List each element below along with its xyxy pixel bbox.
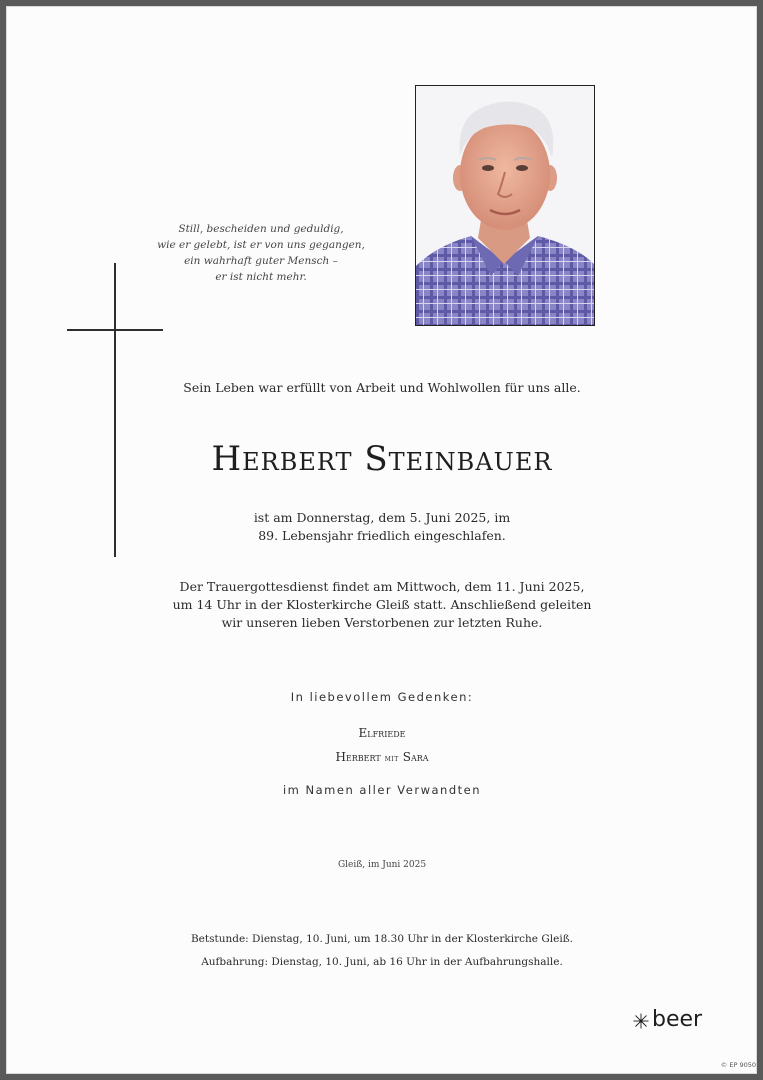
memory-heading: In liebevollem Gedenken: [290, 690, 474, 704]
mourner-separator: mit [384, 754, 399, 763]
cross-horizontal-bar [67, 329, 163, 331]
mourner-name: Sara [402, 750, 429, 764]
relatives-line: im Namen aller Verwandten [282, 783, 481, 797]
death-notice-line: 89. Lebensjahr friedlich eingeschlafen. [258, 528, 506, 543]
mourner-names [156, 750, 608, 764]
poem [136, 221, 386, 285]
obituary-page [6, 6, 757, 1074]
dandelion-icon [632, 1012, 650, 1030]
logo-wordmark: beer [652, 1007, 703, 1032]
death-notice-line: ist am Donnerstag, dem 5. Juni 2025, im [253, 510, 511, 525]
cross-vertical-bar [114, 263, 116, 557]
subtitle: Sein Leben war erfüllt von Arbeit und Wohlwollen für uns alle. [183, 380, 581, 395]
portrait-photo [415, 85, 595, 326]
service-line: um 14 Uhr in der Klosterkirche Gleiß statt. Anschließend geleiten [172, 597, 592, 612]
service-line: wir unseren lieben Verstorbenen zur letzten Ruhe. [221, 615, 543, 630]
betstunde-info: Betstunde: Dienstag, 10. Juni, um 18.30 Uhr in der Klosterkirche Gleiß. [190, 933, 574, 945]
beer-logo [632, 1009, 712, 1035]
deceased-name: Herbert Steinbauer [211, 439, 553, 479]
funeral-service-notice [86, 578, 678, 632]
poem-line: Still, bescheiden und geduldig, [178, 223, 344, 235]
mourner-name: Herbert [335, 750, 381, 764]
place-date: Gleiß, im Juni 2025 [337, 860, 427, 870]
mourner-name: Elfriede [358, 726, 406, 740]
poem-line: wie er gelebt, ist er von uns gegangen, [157, 239, 365, 251]
poem-line: er ist nicht mehr. [215, 271, 307, 283]
poem-line: ein wahrhaft guter Mensch – [184, 255, 338, 267]
ep-code: © EP 9050 [720, 1061, 756, 1069]
death-notice [156, 509, 608, 545]
service-line: Der Trauergottesdienst findet am Mittwoch, dem 11. Juni 2025, [179, 579, 585, 594]
aufbahrung-info: Aufbahrung: Dienstag, 10. Juni, ab 16 Uhr in der Aufbahrungshalle. [201, 956, 563, 968]
